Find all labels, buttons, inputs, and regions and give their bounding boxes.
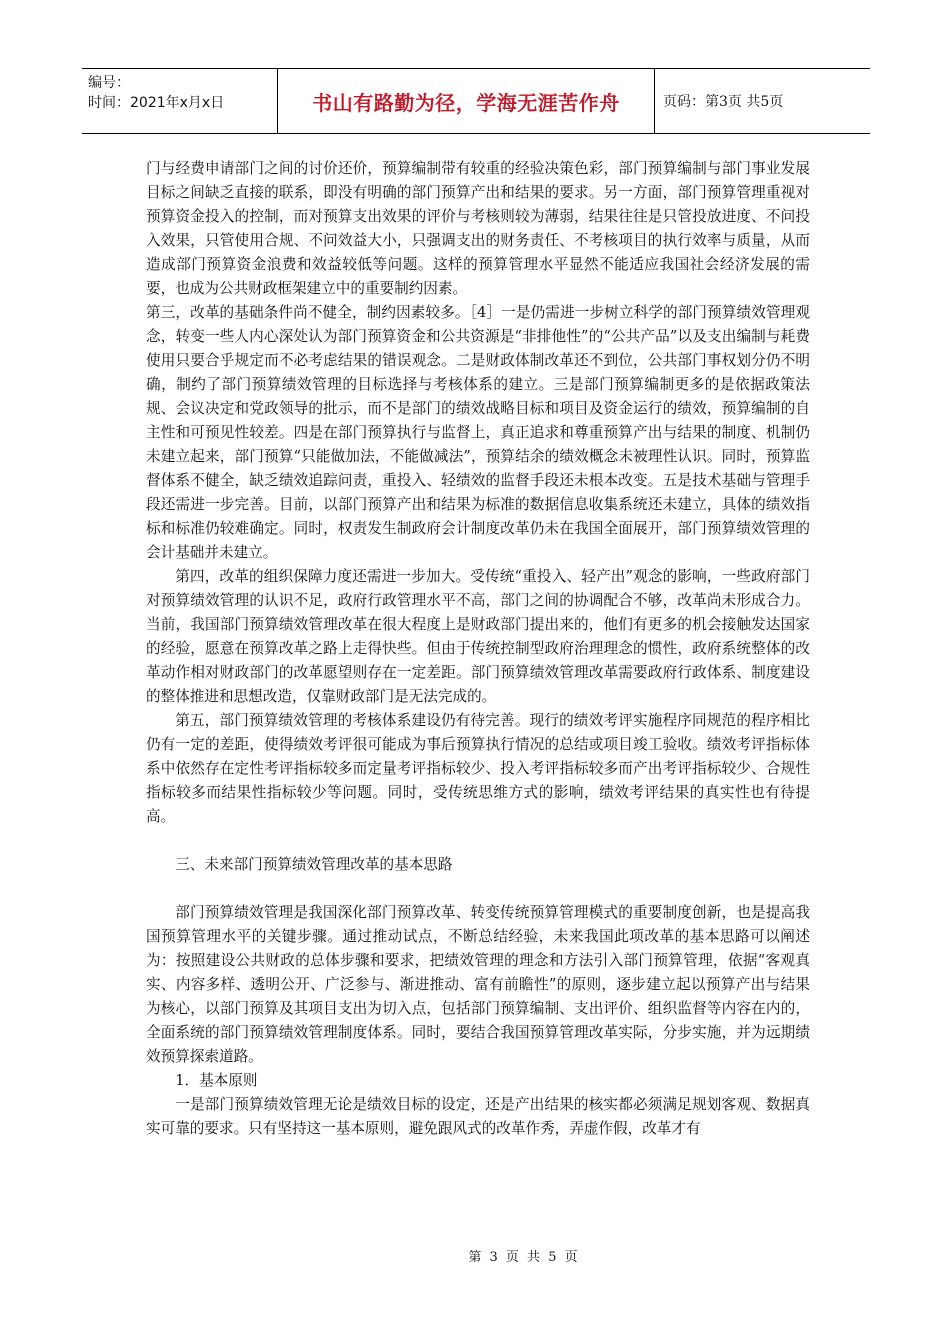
- page-header: [82, 68, 870, 134]
- paragraph-continuation: 门与经费申请部门之间的讨价还价，预算编制带有较重的经验决策色彩，部门预算编制与部门事业发展目标之间缺乏直接的联系，即没有明确的部门预算产出和结果的要求。另一方面，部门预算管理重视对预算资金投入的控制，而对预算支出效果的评价与考核则较为薄弱，结果往往是只管投放进度、不问投入效果，只管使用合规、不问效益大小，只强调支出的财务责任、不考核项目的执行效率与质量，从而造成部门预算资金浪费和效益较低等问题。这样的预算管理水平显然不能适应我国社会经济发展的需要，也成为公共财政框架建立中的重要制约因素。: [146, 160, 810, 297]
- paragraph-third-point: 第三，改革的基础条件尚不健全，制约因素较多。［4］一是仍需进一步树立科学的部门预算绩效管理观念，转变一些人内心深处认为部门预算资金和公共资源是“非排他性”的“公共产品”以及支出编制与耗费使用只要合乎规定而不必考虑结果的错误观念。二是财政体制改革还不到位，公共部门事权划分仍不明确，制约了部门预算绩效管理的目标选择与考核体系的建立。三是部门预算编制更多的是依据政策法规、会议决定和党政领导的批示，而不是部门的绩效战略目标和项目及资金运行的绩效，预算编制的自主性和可预见性较差。四是在部门预算执行与监督上，真正追求和尊重预算产出与结果的制度、机制仍未建立起来，部门预算“只能做加法，不能做减法”，预算结余的绩效概念未被理性认识。同时，预算监督体系不健全，缺乏绩效追踪问责，重投入、轻绩效的监督手段还未根本改变。五是技术基础与管理手段还需进一步完善。目前，以部门预算产出和结果为标准的数据信息收集系统还未建立，具体的绩效指标和标准仍较难确定。同时，权责发生制政府会计制度改革仍未在我国全面展开，部门预算绩效管理的会计基础并未建立。: [146, 304, 810, 561]
- section-heading: 三、未来部门预算绩效管理改革的基本思路: [175, 856, 453, 873]
- paragraph-principle-one: 一是部门预算绩效管理无论是绩效目标的设定，还是产出结果的核实都必须满足规划客观、数据真实可靠的要求。只有坚持这一基本原则，避免跟风式的改革作秀，弄虚作假，改革才有: [146, 1096, 810, 1137]
- doc-code-label: 编号：: [88, 75, 130, 91]
- header-meta: [82, 69, 278, 133]
- doc-time-label: 时间：2021年x月x日: [88, 95, 225, 111]
- paragraph-fourth-point: 第四，改革的组织保障力度还需进一步加大。受传统“重投入、轻产出”观念的影响，一些政府部门对预算绩效管理的认识不足，政府行政管理水平不高，部门之间的协调配合不够，改革尚未形成合力。当前，我国部门预算绩效管理改革在很大程度上是财政部门提出来的，他们有更多的机会接触发达国家的经验，愿意在预算改革之路上走得快些。但由于传统控制型政府治理理念的惯性，政府系统整体的改革动作相对财政部门的改革愿望则存在一定差距。部门预算绩效管理改革需要政府行政体系、制度建设的整体推进和思想改造，仅靠财政部门是无法完成的。: [146, 568, 810, 705]
- page-footer: [0, 1246, 950, 1265]
- subheading-basic-principles: 1．基本原则: [175, 1072, 258, 1089]
- paragraph-fifth-point: 第五，部门预算绩效管理的考核体系建设仍有待完善。现行的绩效考评实施程序同规范的程序相比仍有一定的差距，使得绩效考评很可能成为事后预算执行情况的总结或项目竣工验收。绩效考评指标体系中依然存在定性考评指标较多而定量考评指标较少、投入考评指标较多而产出考评指标较少、合规性指标较多而结果性指标较少等问题。同时，受传统思维方式的影响，绩效考评结果的真实性也有待提高。: [146, 712, 810, 825]
- footer-page-number: 第 3 页 共 5 页: [468, 1250, 580, 1265]
- header-page-info: 页码：第3页 共5页: [663, 94, 784, 110]
- paragraph-basic-approach: 部门预算绩效管理是我国深化部门预算改革、转变传统预算管理模式的重要制度创新，也是提高我国预算管理水平的关键步骤。通过推动试点，不断总结经验，未来我国此项改革的基本思路可以阐述为：按照建设公共财政的总体步骤和要求，把绩效管理的理念和方法引入部门预算管理，依据“客观真实、内容多样、透明公开、广泛参与、渐进推动、富有前瞻性”的原则，逐步建立起以预算产出与结果为核心，以部门预算及其项目支出为切入点，包括部门预算编制、支出评价、组织监督等内容在内的，全面系统的部门预算绩效管理制度体系。同时，要结合我国预算管理改革实际，分步实施，并为远期绩效预算探索道路。: [146, 904, 810, 1065]
- header-motto: 书山有路勤为径，学海无涯苦作舟: [278, 69, 655, 133]
- document-body: [146, 157, 810, 1141]
